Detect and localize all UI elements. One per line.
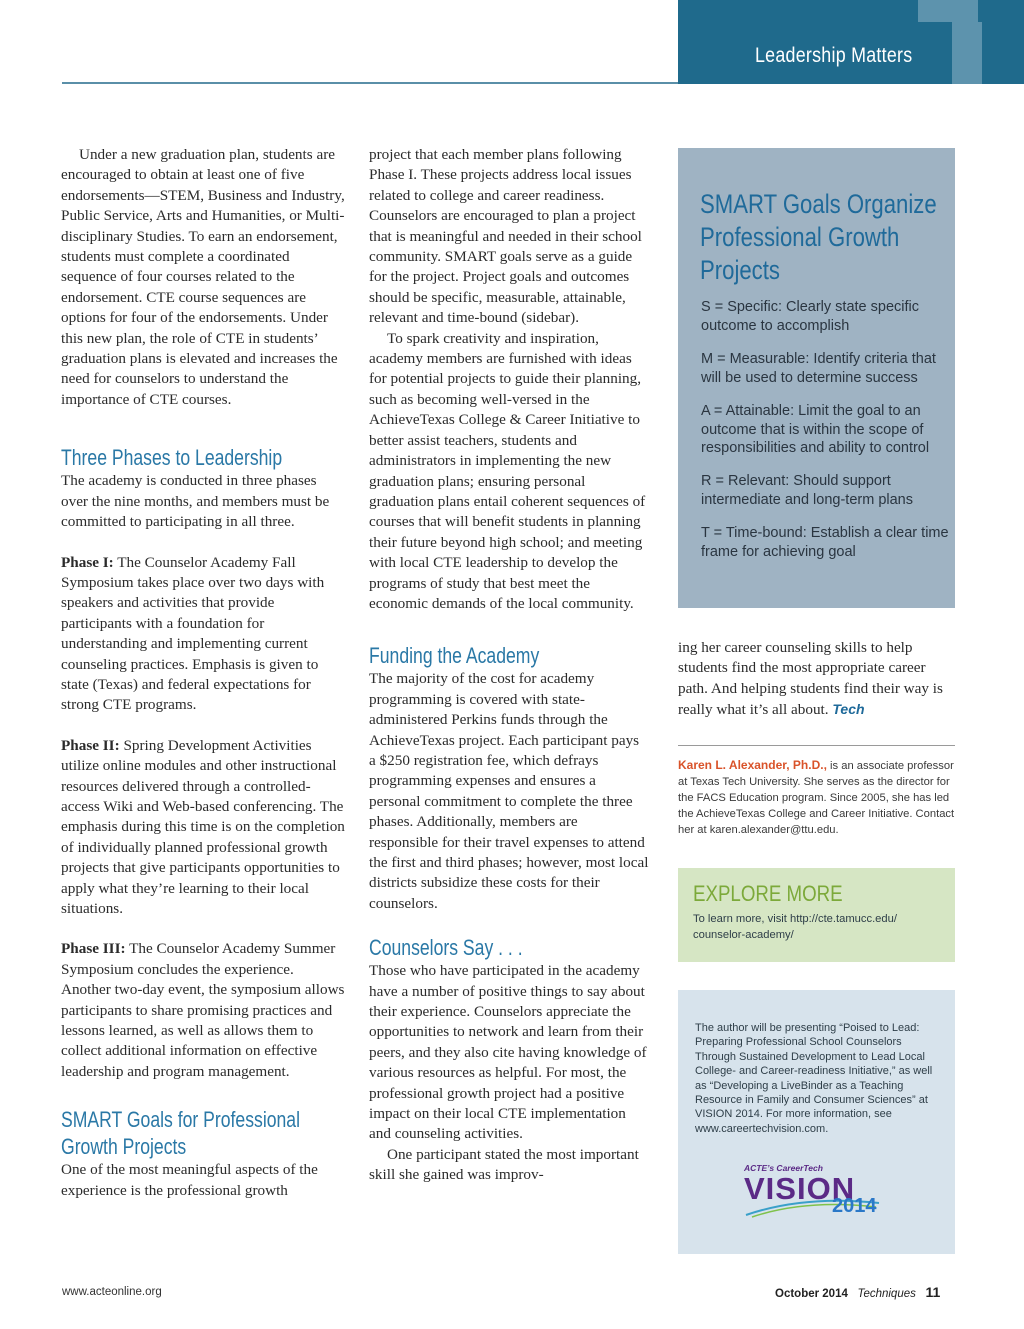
explore-more-title: EXPLORE MORE <box>693 881 843 906</box>
phase-2-label: Phase II: <box>61 736 120 754</box>
sidebar-item-specific: S = Specific: Clearly state specific outcome to accomplish <box>701 299 919 334</box>
author-bio <box>678 757 958 838</box>
bio-divider <box>678 745 955 746</box>
phase-1-text: The Counselor Academy Fall Symposium takes place over two days with speakers and activities that provide participants with a foundation for understanding and implementing current counseling practices. Emphasis is given to state (Texas) and federal expectations for strong CTE programs. <box>61 553 325 714</box>
author-bio-text: is an associate professor at Texas Tech University. She serves as the director for the FACS Education program. Since 2005, she has led the AchieveTexas College and Career Initiative. Contact her at karen.alexander@ttu.edu. <box>678 760 955 836</box>
smart-paragraph: One of the most meaningful aspects of the experience is the professional growth <box>61 1161 318 1199</box>
header-t-ornament-stem <box>952 22 982 84</box>
footer-publication: Techniques <box>857 1288 916 1300</box>
footer-url: www.acteonline.org <box>62 1286 162 1298</box>
project-paragraph: project that each member plans following Phase I. These projects address local issues related to college and career readiness. Counselors are encouraged to plan a project that is meaningful and needed in their school community. SMART goals serve as a guide for the project. Project goals and outcomes should be specific, measurable, attainable, relevant and time-bound (sidebar). <box>369 146 642 327</box>
phase-3-text: The Counselor Academy Summer Symposium concludes the experience. Another two-day event, the symposium allows participants to share promising practices and lessons learned, as well as allows them to collect additional information on effective leadership and program management. <box>61 940 345 1080</box>
section-title: Leadership Matters <box>755 44 913 67</box>
footer-date: October 2014 <box>775 1288 848 1300</box>
sidebar-item-time-bound: T = Time-bound: Establish a clear time frame for achieving goal <box>701 525 949 560</box>
funding-paragraph: The majority of the cost for academy programming is covered with state-administered Perkins funds through the AchieveTexas project. Each participant pays a $250 registration fee, which defrays programming expenses and ensures a personal commitment to complete the three phases. Additionally, members are responsible for their travel expenses to attend the first and third phases; however, most local districts subsidize these costs for their counselors. <box>369 670 649 912</box>
heading-smart-goals-line-2: Growth Projects <box>61 1134 187 1160</box>
sidebar-item-relevant: R = Relevant: Should support intermediate and long-term plans <box>701 473 913 508</box>
phase-2-paragraph <box>61 736 346 920</box>
column-2 <box>369 145 649 1186</box>
heading-three-phases: Three Phases to Leadership <box>61 445 283 471</box>
sidebar-title-line-1: SMART Goals Organize <box>700 189 937 219</box>
continuation-text: ing her career counseling skills to help students find the most appropriate career path. And helping students find their way is really what it’s all about. <box>678 639 943 719</box>
sidebar-title <box>700 188 937 287</box>
heading-smart-goals-line-1: SMART Goals for Professional <box>61 1107 301 1133</box>
tech-end-logo: Tech <box>832 701 865 718</box>
phase-3-label: Phase III: <box>61 940 126 958</box>
vision-logo-main: VISION <box>744 1171 856 1206</box>
header-t-ornament <box>918 0 978 22</box>
sidebar-title-line-2: Professional Growth <box>700 222 900 252</box>
page-number: 11 <box>925 1284 941 1300</box>
header-rule <box>62 82 682 84</box>
heading-funding: Funding the Academy <box>369 643 540 669</box>
vision-logo-top: ACTE’s CareerTech <box>744 1163 823 1173</box>
footer-info <box>775 1284 940 1300</box>
phase-1-label: Phase I: <box>61 553 114 571</box>
participant-paragraph: One participant stated the most important skill she gained was improv- <box>369 1145 639 1184</box>
sidebar-item-attainable: A = Attainable: Limit the goal to an outcome that is within the scope of responsibilities and ability to control <box>701 403 930 456</box>
sidebar-title-line-3: Projects <box>700 255 780 285</box>
heading-counselors-say: Counselors Say . . . <box>369 935 523 961</box>
column-3-continuation <box>678 638 958 721</box>
phase-3-paragraph <box>61 939 346 1082</box>
presentation-text: The author will be presenting “Poised to Lead: Preparing Professional School Counselors Through Sustained Development to Lead Local College- and Career-readiness Initiative,” as well as “Developing a LiveBinder as a Teaching Resource in Family and Consumer Sciences” at VISION 2014. For more information, see www.careertechvision.com. <box>695 1022 933 1135</box>
phase-2-text: Spring Development Activities utilize online modules and other instructional resources delivered through a controlled-access Wiki and Web-based conferencing. The emphasis during this time is on the completion of individually planned professional growth projects that give participants opportunities to apply what they’re learning to their local situations. <box>61 736 345 917</box>
creativity-paragraph: To spark creativity and inspiration, academy members are furnished with ideas for potential projects to guide their planning, such as becoming well-versed in the AchieveTexas College & Career Initiative to better assist teachers, students and administrators in implementing the new graduation plans; ensuring personal graduation plans entail coherent sequences of courses that will benefit students in planning their future beyond high school; and meeting with local CTE leadership to develop the programs of study that best meet the economic demands of the local community. <box>369 329 646 612</box>
sidebar-item-measurable: M = Measurable: Identify criteria that will be used to determine success <box>701 351 936 386</box>
explore-more-text: To learn more, visit http://cte.tamucc.edu/ counselor-academy/ <box>693 913 897 941</box>
vision-logo-year: 2014 <box>832 1195 877 1217</box>
phases-intro-paragraph: The academy is conducted in three phases over the nine months, and members must be committed to participating in all three. <box>61 472 330 531</box>
phase-1-paragraph <box>61 553 346 716</box>
column-1 <box>61 145 346 1201</box>
vision-2014-logo <box>744 1163 894 1225</box>
author-name: Karen L. Alexander, Ph.D., <box>678 758 827 772</box>
counselors-paragraph: Those who have participated in the academy have a number of positive things to say about their experience. Counselors appreciate the opportunities to network and learn from their peers, and they also cite having knowledge of various resources as helpful. For most, the professional growth project had a positive impact on their local CTE implementation and counseling activities. <box>369 962 647 1143</box>
intro-paragraph: Under a new graduation plan, students are encouraged to obtain at least one of five endorsements—STEM, Business and Industry, Public Service, Arts and Humanities, or Multi-disciplinary Studies. To earn an endorsement, students must complete a coordinated sequence of four courses related to the endorsement. CTE course sequences are options for four of the endorsements. Under this new plan, the role of CTE in students’ graduation plans is elevated and increases the need for counselors to understand the importance of CTE courses. <box>61 146 345 408</box>
continuation-paragraph <box>678 638 958 721</box>
